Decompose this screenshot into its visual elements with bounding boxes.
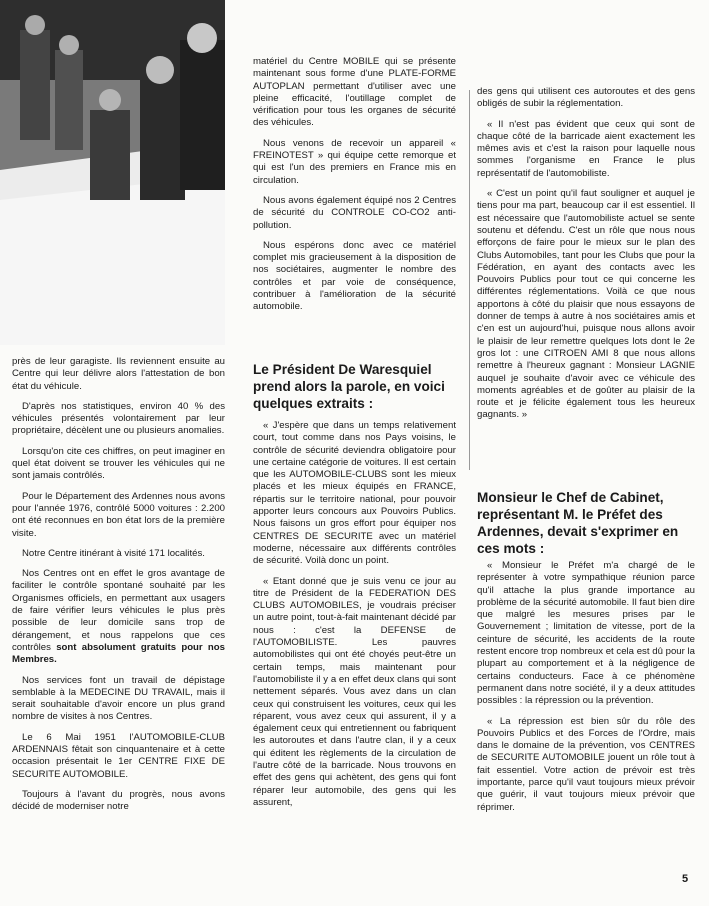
paragraph: « J'espère que dans un temps relativement court, tout comme dans nos Pays voisins, le contrôle de sécurité deviendra obligatoire pour une certaine catégorie de voitures. Il est certain que les AUTOMOBILE-CLUBS sont les mieux placés et les mieux équipés en FRANCE, répartis sur le territoire national, pour pouvoir apporter leurs concours aux Pouvoirs Publics. Nous faisons un gros effort pour équiper nos CENTRES DE SECURITE avec un matériel moderne, nécessaire aux différents contrôles de sécurité. Voilà donc un point. xyxy=(253,420,456,567)
column-3-bottom xyxy=(477,560,695,822)
paragraph: D'après nos statistiques, environ 40 % des véhicules présentés volontairement par leur propriétaire, décèlent une ou plusieurs anomalies. xyxy=(12,400,225,437)
paragraph-text: Nos Centres ont en effet le gros avantage de faciliter le contrôle spontané souhaité par les Organismes officiels, en permettant aux usagers de faire vérifier leurs véhicules le plus près possible de leur domicile sans trop de dérangement, et nous rappelons que ces contrôles xyxy=(12,568,225,653)
heading-president: Le Président De Waresquiel prend alors la parole, en voici quelques extraits : xyxy=(253,362,445,411)
paragraph: matériel du Centre MOBILE qui se présente maintenant sous forme d'une PLATE-FORME AUTOPLAN permettant d'utiliser avec une pleine efficacité, l'outillage complet de vérification pour tous les organes de sécurité des véhicules. xyxy=(253,56,456,129)
column-3 xyxy=(477,86,695,430)
paragraph: Pour le Département des Ardennes nous avons pour l'année 1976, contrôlé 5000 voitures : 2.200 ont été reconnues en bon état lors de la première visite. xyxy=(12,490,225,539)
column-1 xyxy=(12,356,225,822)
photo-image xyxy=(0,0,225,345)
paragraph: Nous espérons donc avec ce matériel complet mis gracieusement à la disposition de nos sociétaires, augmenter le nombre des contrôles et par voie de conséquence, contribuer à l'amélioration de la sécurité automobile. xyxy=(253,239,456,313)
column-2-bottom xyxy=(253,420,456,817)
paragraph xyxy=(12,568,225,666)
bold-text: sont absolument gratuits pour nos Membres. xyxy=(12,641,225,666)
paragraph: « Monsieur le Préfet m'a chargé de le représenter à votre sympathique réunion parce qu'il attache la plus grande importance au problème de la sécurité automobile. Il faut bien dire que malgré les mesures prises par le Gouvernement ; limitation de vitesse, port de la ceinture de sécurité, les accidents de la route restent encore trop nombreux et cela est dû pour la plupart au comportement et à la négligence de certains conducteurs. Face à ce phénomène permanent dans notre société, il y a deux attitudes possibles : la répression ou la prévention. xyxy=(477,560,695,707)
paragraph: Le 6 Mai 1951 l'AUTOMOBILE-CLUB ARDENNAIS fêtait son cinquantenaire et à cette occasion présentait le 1er CENTRE FIXE DE SECURITE AUTOMOBILE. xyxy=(12,731,225,780)
photo-meeting xyxy=(0,0,225,345)
paragraph: des gens qui utilisent ces autoroutes et des gens obligés de subir la réglementation. xyxy=(477,86,695,110)
paragraph: Toujours à l'avant du progrès, nous avons décidé de moderniser notre xyxy=(12,788,225,813)
paragraph: « C'est un point qu'il faut souligner et auquel je tiens pour ma part, beaucoup car il est essentiel. Il est nécessaire que l'automobiliste actuel se sente soutenu et défendu. C'est un rôle que nous nous efforçons de faire pour le mieux sur le plan des Clubs Automobiles, tant pour les Clubs que pour la Fédération, en ayant des contacts avec les Pouvoirs Publics pour tout ce qui concerne les différentes réglementations. Voilà ce que nous apportons à côté du plaisir que nous essayons de donner de temps à autre à nos sociétaires amis et c'en est un aujourd'hui, puisque nous allons avoir le plaisir de leur remettre quelques lots dont le 2e gros lot : une CITROEN AMI 8 que nous allons remettre à l'heureux gagnant : Monsieur LAGNIE auquel je souhaite d'avoir avec ce véhicule des moments agréables et de goûter au plaisir de la route et je félicite également tous les heureux gagnants. » xyxy=(477,188,695,421)
paragraph: Nous avons également équipé nos 2 Centres de sécurité du CONTROLE CO-CO2 anti-pollution. xyxy=(253,194,456,231)
paragraph: Nous venons de recevoir un appareil « FREINOTEST » qui équipe cette remorque et qui est l'un des premiers en France mis en circulation. xyxy=(253,137,456,186)
paragraph: Notre Centre itinérant à visité 171 localités. xyxy=(22,547,205,559)
paragraph: « La répression est bien sûr du rôle des Pouvoirs Publics et des Forces de l'Ordre, mais dans le domaine de la prévention, vos CENTRES de SECURITE AUTOMOBILE jouent un rôle tout à fait essentiel. Votre action de prévoir est très importante, parce qu'il vaut toujours mieux prévoir que guérir, il vaut toujours mieux prévoir que réprimer. xyxy=(477,715,695,813)
page-number: 5 xyxy=(682,873,689,885)
heading-chef-cabinet: Monsieur le Chef de Cabinet, représentant M. le Préfet des Ardennes, devait s'exprimer en ces mots : xyxy=(477,490,679,556)
column-divider xyxy=(469,90,470,470)
paragraph: Nos services font un travail de dépistage semblable à la MEDECINE DU TRAVAIL, mais il serait souhaitable d'avoir encore un plus grand nombre de visites à nos Centres. xyxy=(12,674,225,723)
paragraph: près de leur garagiste. Ils reviennent ensuite au Centre qui leur délivre alors l'attestation de bon état du véhicule. xyxy=(12,356,225,392)
paragraph: Lorsqu'on cite ces chiffres, on peut imaginer en quel état doivent se trouver les véhicules qui ne sont jamais contrôlés. xyxy=(12,445,225,482)
column-2 xyxy=(253,56,456,322)
paragraph: « Etant donné que je suis venu ce jour au titre de Président de la FEDERATION DES CLUBS AUTOMOBILES, je voudrais préciser un autre point, tout-à-fait maintenant décidé par nous : c'est la DEFENSE de l'AUTOMOBILISTE. Les pauvres automobilistes qui ont été choyés peut-être un certain temps, mais maintenant pour l'automobiliste il y a en effet deux clans qui sont nettement séparés. Vous avez dans un clan ceux qui construisent les voitures, ceux qui les réparent, vous avez ceux qui assurent, il y a également ceux qui entretiennent ou fabriquent les autoroutes et dans l'autre clan, il y a ceux qui éditent les règlements de la circulation de l'autre côté de la barricade. Nous trouvons en effet des gens qui achètent, des gens qui font réparer leur automobile, des gens qui les assurent, xyxy=(253,575,456,808)
paragraph: « Il n'est pas évident que ceux qui sont de chaque côté de la barricade aient exactement les mêmes avis et c'est la raison pour laquelle nous sommes l'organisme en France le plus représentatif de l'automobiliste. xyxy=(477,118,695,179)
